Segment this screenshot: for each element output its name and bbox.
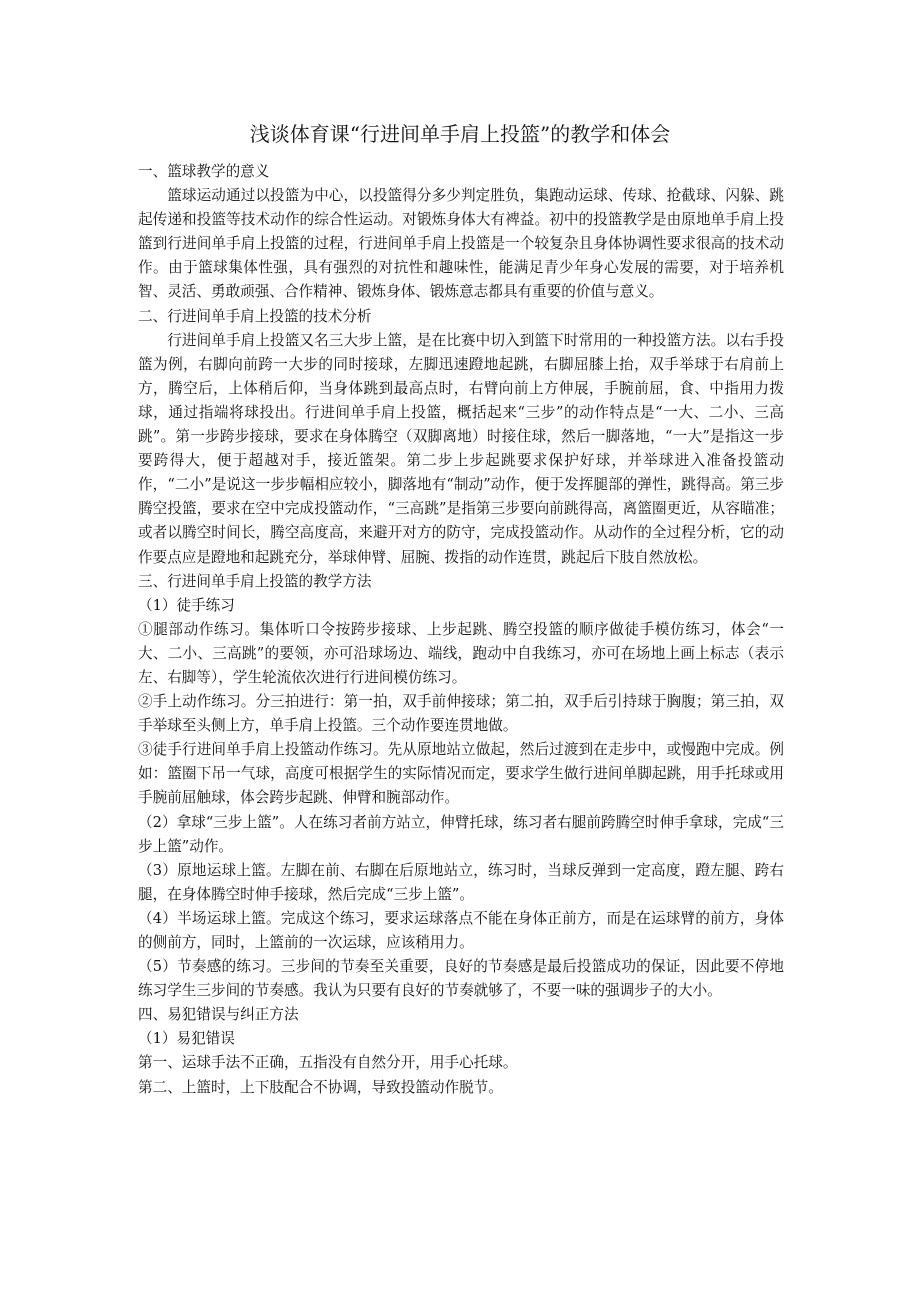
paragraph-technique-analysis: 行进间单手肩上投篮又名三大步上篮，是在比赛中切入到篮下时常用的一种投篮方法。以右手投篮为例，右脚向前跨一大步的同时接球，左脚迅速蹬地起跳，右脚屈膝上抬，双手举球于右肩前上方，腾空后，上体稍后仰，当身体跳到最高点时，右臂向前上方伸展，手腕前屈，食、中指用力拨球，通过指端将球投出。行进间单手肩上投篮，概括起来“三步”的动作特点是“一大、二小、三高跳”。第一步跨步接球，要求在身体腾空（双脚离地）时接住球，然后一脚落地，“一大”是指这一步要跨得大，便于超越对手，接近篮架。第二步上步起跳要求保护好球，并举球进入准备投篮动作，“二小”是说这一步步幅相应较小，脚落地有“制动”动作，便于发挥腿部的弹性，跳得高。第三步腾空投篮，要求在空中完成投篮动作，“三高跳”是指第三步要向前跳得高，离篮圈更近，从容瞄准；或者以腾空时间长，腾空高度高，来避开对方的防守，完成投篮动作。从动作的全过程分析，它的动作要点应是蹬地和起跳充分，举球伸臂、屈腕、拨指的动作连贯，跳起后下肢自然放松。: [138, 331, 784, 566]
document-body: [138, 160, 784, 1100]
paragraph-stationary-dribble-layup: （3）原地运球上篮。左脚在前、右脚在后原地站立，练习时，当球反弹到一定高度，蹬左腿、跨右腿，在身体腾空时伸手接球，然后完成“三步上篮”。: [138, 861, 784, 903]
section-heading-3: 三、行进间单手肩上投篮的教学方法: [138, 572, 372, 590]
paragraph-hold-ball-layup: （2）拿球“三步上篮”。人在练习者前方站立，伸臂托球，练习者右腿前跨腾空时伸手拿球，完成“三步上篮”动作。: [138, 813, 784, 855]
paragraph-hand-practice: ②手上动作练习。分三拍进行：第一拍，双手前伸接球；第二拍，双手后引持球于胸腹；第三拍，双手举球至头侧上方，单手肩上投篮。三个动作要连贯地做。: [138, 693, 784, 735]
paragraph-error-2: 第二、上篮时，上下肢配合不协调，导致投篮动作脱节。: [138, 1078, 503, 1096]
paragraph-significance: 篮球运动通过以投篮为中心，以投篮得分多少判定胜负，集跑动运球、传球、抢截球、闪躲、跳起传递和投篮等技术动作的综合性运动。对锻炼身体大有裨益。初中的投篮教学是由原地单手肩上投篮到行进间单手肩上投篮的过程，行进间单手肩上投篮是一个较复杂且身体协调性要求很高的技术动作。由于篮球集体性强，具有强烈的对抗性和趣味性，能满足青少年身心发展的需要，对于培养机智、灵活、勇敢顽强、合作精神、锻炼身体、锻炼意志都具有重要的价值与意义。: [138, 187, 784, 301]
subheading-common-errors: （1）易犯错误: [138, 1030, 235, 1048]
paragraph-error-1: 第一、运球手法不正确，五指没有自然分开，用手心托球。: [138, 1054, 518, 1072]
paragraph-half-court-layup: （4）半场运球上篮。完成这个练习，要求运球落点不能在身体正前方，而是在运球臂的前方，身体的侧前方，同时，上篮前的一次运球，应该稍用力。: [138, 909, 784, 951]
section-heading-4: 四、易犯错误与纠正方法: [138, 1006, 299, 1024]
section-heading-1: 一、篮球教学的意义: [138, 163, 270, 180]
paragraph-bare-hand-layup: ③徒手行进间单手肩上投篮动作练习。先从原地站立做起，然后过渡到在走步中，或慢跑中完成。例如：篮圈下吊一气球，高度可根据学生的实际情况而定，要求学生做行进间单脚起跳，用手托球或用手腕前屈触球，体会跨步起跳、伸臂和腕部动作。: [138, 741, 784, 807]
page-title: 浅谈体育课“行进间单手肩上投篮”的教学和体会: [249, 122, 671, 146]
subheading-bare-hand-practice: （1）徒手练习: [138, 596, 235, 614]
paragraph-leg-practice: ①腿部动作练习。集体听口令按跨步接球、上步起跳、腾空投篮的顺序做徒手模仿练习，体会“一大、二小、三高跳”的要领，亦可沿球场边、端线，跑动中自我练习，亦可在场地上画上标志（表示左、右脚等），学生轮流依次进行行进间模仿练习。: [138, 620, 784, 686]
section-heading-2: 二、行进间单手肩上投篮的技术分析: [138, 307, 372, 325]
paragraph-rhythm-practice: （5）节奏感的练习。三步间的节奏至关重要，良好的节奏感是最后投篮成功的保证，因此要不停地练习学生三步间的节奏感。我认为只要有良好的节奏就够了，不要一味的强调步子的大小。: [138, 958, 784, 1000]
